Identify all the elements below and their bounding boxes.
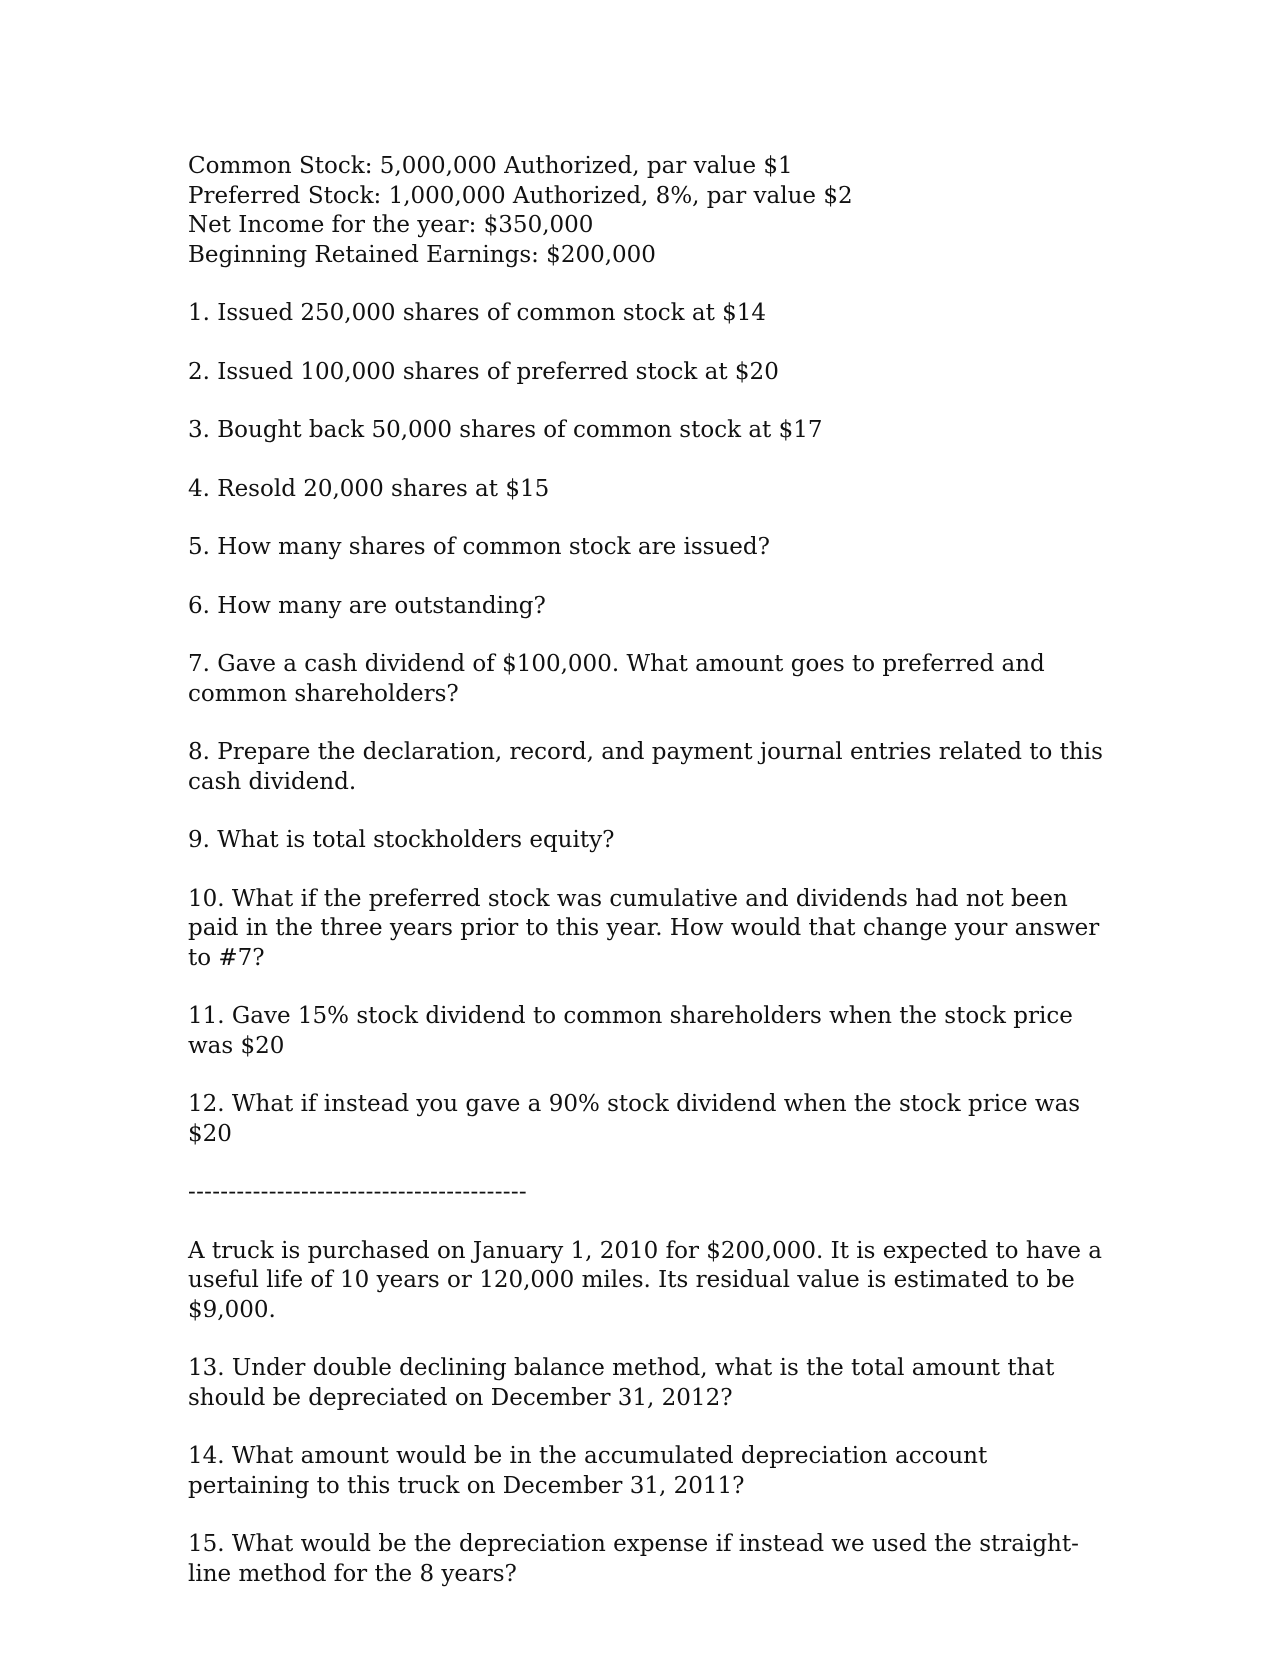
section-divider [188,1178,1108,1208]
stock-info-header [188,152,1108,270]
retained-earnings-line: Beginning Retained Earnings: $200,000 [188,241,656,268]
question-10: 10. What if the preferred stock was cumulative and dividends had not been paid in the three years prior to this year. How would that change your answer to #7? [188,885,1100,971]
question-8: 8. Prepare the declaration, record, and payment journal entries related to this cash dividend. [188,739,1103,795]
document-page [188,152,1108,1589]
preferred-stock-line: Preferred Stock: 1,000,000 Authorized, 8%, par value $2 [188,182,853,209]
question-5: 5. How many shares of common stock are issued? [188,534,770,560]
question-3: 3. Bought back 50,000 shares of common stock at $17 [188,417,823,443]
divider-dashes: ------------------------------------------ [188,1179,528,1205]
question-2: 2. Issued 100,000 shares of preferred stock at $20 [188,358,779,385]
question-4: 4. Resold 20,000 shares at $15 [188,475,550,502]
question-12: 12. What if instead you gave a 90% stock dividend when the stock price was $20 [188,1091,1081,1147]
truck-intro: A truck is purchased on January 1, 2010 for $200,000. It is expected to have a useful life of 10 years or 120,000 miles. Its residual value is estimated to be $9,000. [188,1237,1102,1323]
question-15: 15. What would be the depreciation expense if instead we used the straight-line method for the 8 years? [188,1531,1079,1587]
question-7: 7. Gave a cash dividend of $100,000. What amount goes to preferred and common shareholders? [188,651,1045,707]
question-11: 11. Gave 15% stock dividend to common shareholders when the stock price was $20 [188,1003,1073,1059]
question-13: 13. Under double declining balance method, what is the total amount that should be depreciated on December 31, 2012? [188,1355,1055,1411]
net-income-line: Net Income for the year: $350,000 [188,212,594,238]
question-1: 1. Issued 250,000 shares of common stock at $14 [188,300,767,326]
question-14: 14. What amount would be in the accumulated depreciation account pertaining to this truck on December 31, 2011? [188,1443,988,1499]
question-6: 6. How many are outstanding? [188,592,546,619]
common-stock-line: Common Stock: 5,000,000 Authorized, par value $1 [188,153,793,179]
question-9: 9. What is total stockholders equity? [188,827,615,853]
